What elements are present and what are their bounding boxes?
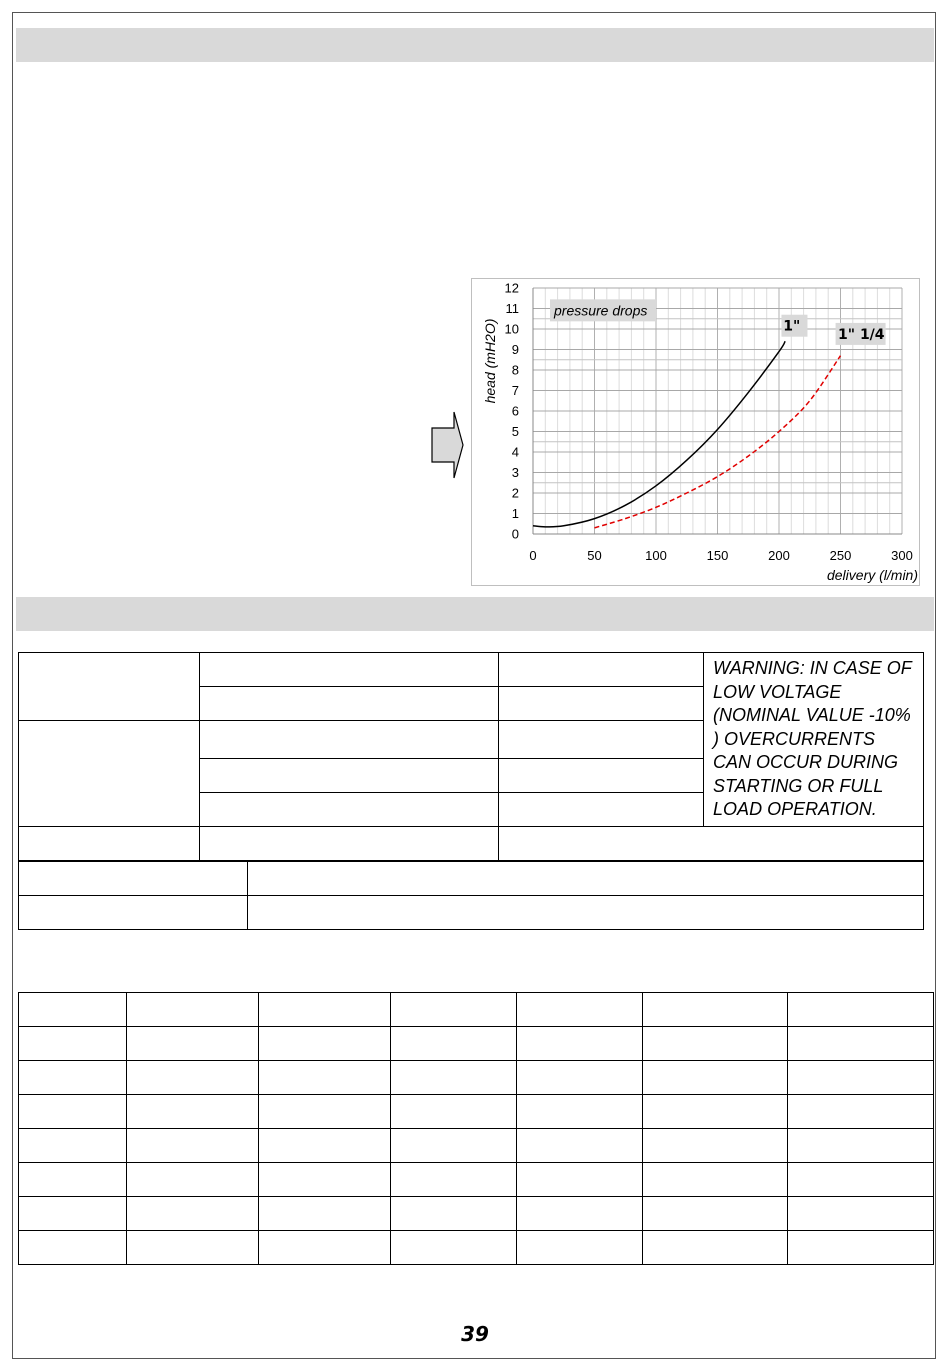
table-cell — [126, 1197, 258, 1231]
chart-title: pressure drops — [554, 302, 648, 319]
y-tick-label: 12 — [504, 280, 519, 296]
table-cell — [199, 721, 499, 759]
table-cell — [390, 1197, 517, 1231]
table-cell — [126, 1163, 258, 1197]
table-cell — [19, 1061, 127, 1095]
table-row — [19, 1061, 934, 1095]
x-tick-label: 200 — [768, 548, 790, 563]
low-voltage-warning: WARNING: IN CASE OF LOW VOLTAGE (NOMINAL VALUE -10% ) OVERCURRENTS CAN OCCUR DURING STARTING OR FULL LOAD OPERATION. — [704, 653, 924, 827]
table-cell — [499, 792, 704, 826]
series-label-1-1-4in: 1" 1/4 — [838, 326, 885, 343]
table-cell — [788, 1095, 934, 1129]
x-tick-label: 300 — [891, 548, 913, 563]
section-header-bar — [16, 28, 934, 62]
table-cell — [199, 792, 499, 826]
table-cell — [390, 993, 517, 1027]
table-cell — [199, 653, 499, 687]
table-cell — [643, 1061, 788, 1095]
spec-footer-rows — [18, 861, 924, 930]
table-cell — [19, 1163, 127, 1197]
table-cell — [126, 993, 258, 1027]
table-cell — [19, 1027, 127, 1061]
series-line-1in — [533, 341, 785, 527]
table-cell — [258, 1163, 390, 1197]
table-cell — [643, 1027, 788, 1061]
x-tick-label: 150 — [706, 548, 729, 563]
table-cell — [788, 1163, 934, 1197]
table-cell — [517, 1129, 643, 1163]
table-row — [19, 1095, 934, 1129]
table-cell — [788, 1129, 934, 1163]
table-cell — [788, 993, 934, 1027]
table-cell — [788, 1061, 934, 1095]
table-cell — [390, 1129, 517, 1163]
table-cell — [643, 993, 788, 1027]
table-cell — [517, 1197, 643, 1231]
x-axis-label: delivery (l/min) — [826, 567, 918, 583]
table-cell — [788, 1231, 934, 1265]
x-tick-label: 0 — [529, 548, 537, 563]
x-tick-label: 250 — [829, 548, 852, 563]
table-cell — [517, 993, 643, 1027]
table-cell — [258, 993, 390, 1027]
table-cell — [390, 1027, 517, 1061]
table-cell — [19, 1095, 127, 1129]
table-cell — [199, 687, 499, 721]
table-cell — [517, 1231, 643, 1265]
table-cell — [643, 1231, 788, 1265]
page-number: 39 — [461, 1322, 489, 1346]
table-cell — [258, 1095, 390, 1129]
table-cell — [126, 1095, 258, 1129]
table-cell — [788, 1197, 934, 1231]
y-tick-label: 4 — [511, 444, 519, 460]
table-cell — [643, 1197, 788, 1231]
y-tick-label: 6 — [511, 403, 519, 419]
table-cell — [517, 1061, 643, 1095]
table-row — [19, 1163, 934, 1197]
table-cell — [19, 896, 248, 930]
table-cell — [499, 687, 704, 721]
y-tick-label: 1 — [511, 506, 519, 521]
table-cell — [126, 1129, 258, 1163]
table-cell — [19, 721, 200, 827]
table-cell — [517, 1027, 643, 1061]
table-cell — [258, 1231, 390, 1265]
table-cell — [19, 653, 200, 721]
table-row — [19, 1027, 934, 1061]
x-tick-label: 50 — [587, 548, 602, 563]
section-header-bar-2 — [16, 597, 934, 631]
table-cell — [390, 1163, 517, 1197]
table-cell — [788, 1027, 934, 1061]
table-row — [19, 1129, 934, 1163]
y-tick-label: 3 — [511, 465, 519, 480]
chart-canvas — [472, 279, 921, 587]
table-cell — [199, 826, 499, 860]
y-axis-label: head (mH2O) — [482, 318, 498, 404]
table-cell — [258, 1129, 390, 1163]
y-tick-label: 10 — [504, 321, 519, 337]
table-row — [19, 1197, 934, 1231]
table-cell — [19, 1197, 127, 1231]
table-cell — [643, 1163, 788, 1197]
table-cell — [643, 1095, 788, 1129]
table-cell — [390, 1095, 517, 1129]
table-cell — [247, 896, 923, 930]
table-cell — [499, 826, 924, 860]
table-cell — [247, 862, 923, 896]
y-tick-label: 11 — [505, 301, 519, 316]
table-cell — [19, 993, 127, 1027]
table-cell — [258, 1197, 390, 1231]
pressure-drops-chart — [471, 278, 920, 586]
table-cell — [499, 653, 704, 687]
y-tick-label: 2 — [511, 485, 519, 501]
electrical-spec-table — [18, 652, 924, 861]
table-row — [19, 993, 934, 1027]
table-cell — [390, 1231, 517, 1265]
table-cell — [19, 826, 200, 860]
y-tick-label: 8 — [511, 362, 519, 378]
table-cell — [517, 1163, 643, 1197]
table-cell — [499, 758, 704, 792]
table-cell — [126, 1231, 258, 1265]
y-tick-label: 0 — [511, 526, 519, 542]
table-cell — [499, 721, 704, 759]
table-cell — [390, 1061, 517, 1095]
y-tick-label: 7 — [511, 383, 519, 398]
table-cell — [19, 1129, 127, 1163]
y-tick-label: 5 — [511, 424, 519, 439]
table-cell — [126, 1061, 258, 1095]
table-cell — [258, 1027, 390, 1061]
table-cell — [19, 1231, 127, 1265]
table-cell — [19, 862, 248, 896]
y-tick-label: 9 — [511, 342, 519, 357]
table-cell — [258, 1061, 390, 1095]
table-cell — [643, 1129, 788, 1163]
table-cell — [126, 1027, 258, 1061]
series-label-1in: 1" — [783, 318, 801, 335]
table-cell — [199, 758, 499, 792]
data-grid-table — [18, 992, 934, 1265]
table-cell — [517, 1095, 643, 1129]
right-arrow-icon — [430, 410, 466, 480]
x-tick-label: 100 — [645, 548, 667, 563]
table-row — [19, 1231, 934, 1265]
